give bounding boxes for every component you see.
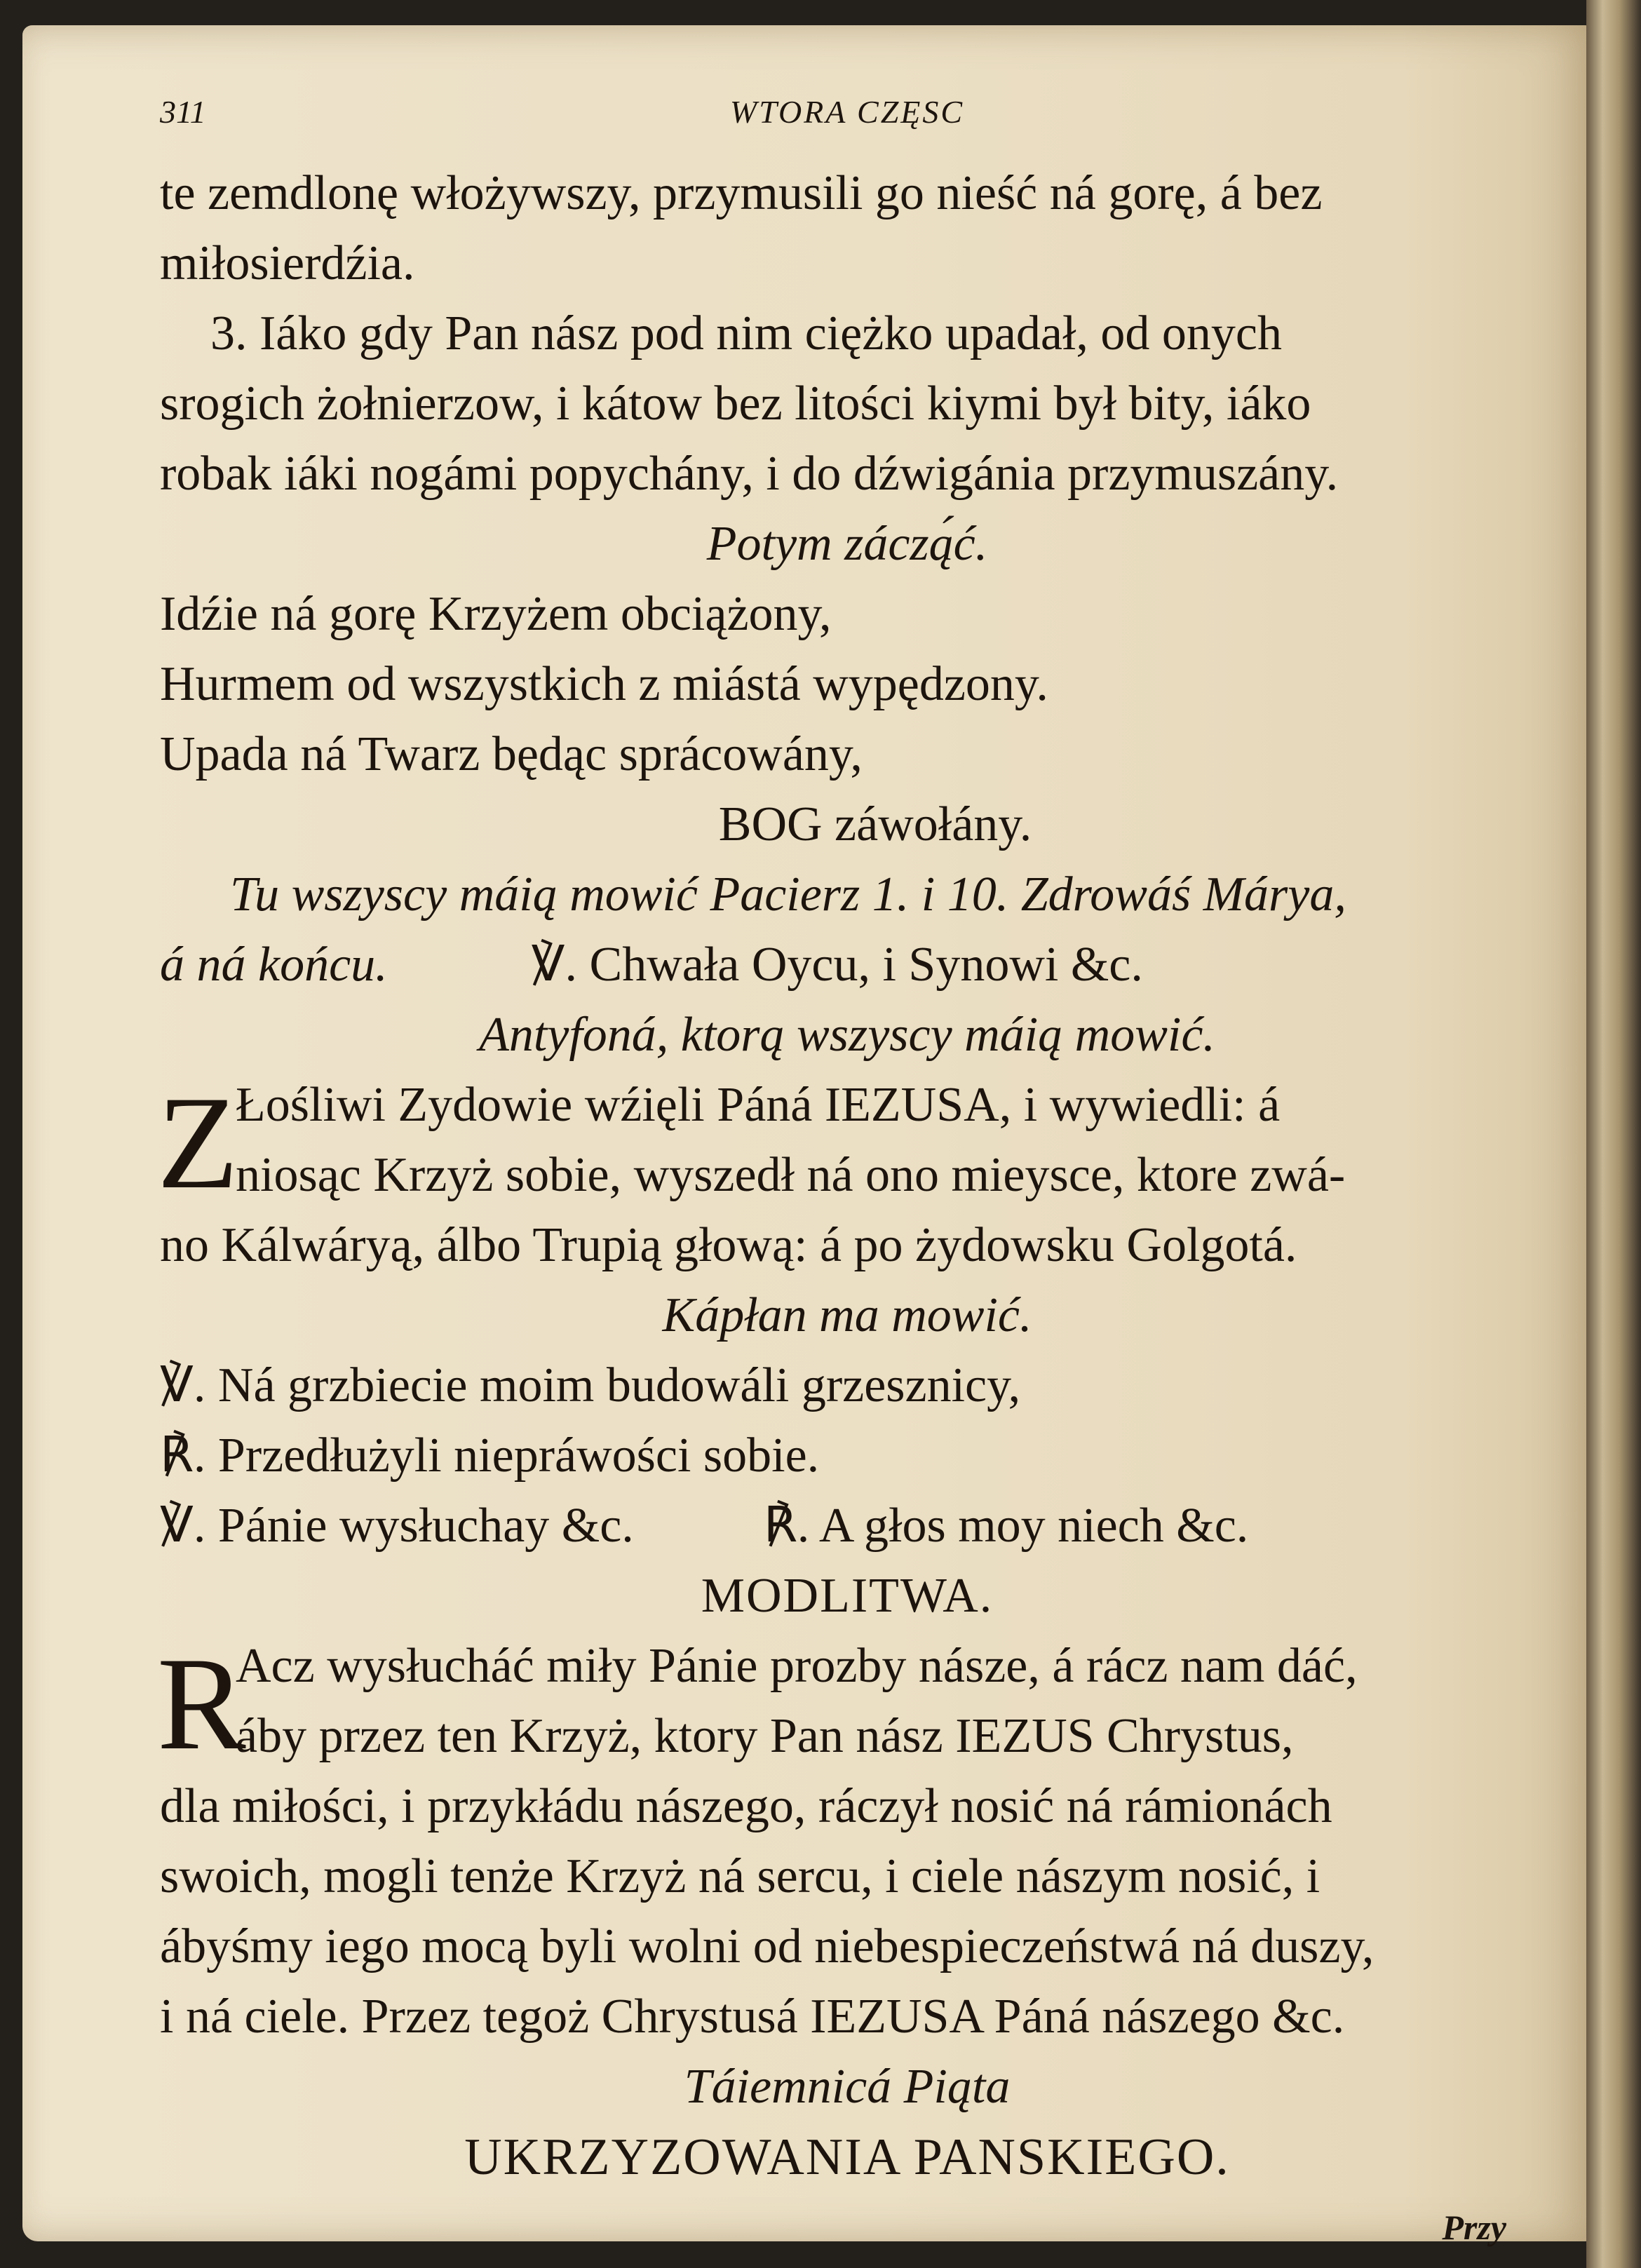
text-line: 3. Iáko gdy Pan nász pod nim ciężko upadał, od onych — [210, 306, 1282, 360]
drop-cap: Z — [157, 1069, 239, 1217]
text-line: srogich żołnierzow, i kátow bez litości kiymi był bity, iáko — [160, 377, 1311, 431]
rubric: Tu wszyscy máią mowić Pacierz 1. i 10. Zdrowáś Márya, — [230, 868, 1346, 922]
text-line: Łośliwi Zydowie wźięli Páná IEZUSA, i wywiedli: á — [236, 1078, 1281, 1132]
rubric: Antyfoná, ktorą wszyscy máią mowić. — [479, 1008, 1215, 1062]
response: ℟. Przedłużyli niepráwości sobie. — [160, 1429, 820, 1483]
text-line: no Kálwáryą, álbo Trupią głową: á po żydowsku Golgotá. — [160, 1218, 1297, 1272]
prayer — [157, 1631, 1534, 2052]
verse-refrain: BOG záwołány. — [718, 797, 1032, 851]
versicle: ℣. Chwała Oycu, i Synowi &c. — [531, 938, 1143, 992]
running-header — [160, 91, 1534, 158]
response: ℟. A głos moy niech &c. — [763, 1499, 1249, 1553]
antiphon — [157, 1069, 1534, 1281]
rubric: Kápłan ma mowić. — [662, 1288, 1032, 1342]
verse-line: Idźie ná gorę Krzyżem obciążony, — [160, 587, 832, 641]
text-line: áby przez ten Krzyż, ktory Pan nász IEZUS Chrystus, — [236, 1709, 1294, 1763]
text-line: te zemdlonę włożywszy, przymusili go nieść ná gorę, á bez — [160, 166, 1323, 220]
rubric: Potym záczą́ć. — [706, 517, 988, 571]
verse-line: Hurmem od wszystkich z miástá wypędzony. — [160, 657, 1048, 711]
page-number: 311 — [160, 94, 206, 130]
rubric: Táiemnicá Piąta — [684, 2060, 1011, 2114]
catchword: Przy — [1442, 2208, 1506, 2247]
running-title: WTORA CZĘSC — [729, 94, 965, 130]
page-text — [157, 91, 1534, 2262]
versicle: ℣. Ná grzbiecie moim budowáli grzesznicy, — [160, 1358, 1021, 1412]
section-heading: MODLITWA. — [701, 1569, 994, 1623]
text-line: Acz wysłucháć miły Pánie prozby násze, á rácz nam dáć, — [236, 1639, 1358, 1693]
text-line: dla miłości, i przykłádu nászego, ráczył nosić ná rámionách — [160, 1779, 1332, 1833]
text-line: miłosierdźia. — [160, 236, 415, 290]
text-line: swoich, mogli tenże Krzyż ná sercu, i ciele nászym nosić, i — [160, 1849, 1321, 1903]
verse-line: Upada ná Twarz będąc sprácowány, — [160, 727, 863, 781]
versicle: ℣. Pánie wysłuchay &c. — [160, 1499, 634, 1553]
text-line — [160, 1491, 1534, 1561]
text-line: ábyśmy iego mocą byli wolni od niebespieczeństwá ná duszy, — [160, 1919, 1375, 1973]
text-line: robak iáki nogámi popychány, i do dźwigánia przymuszány. — [160, 447, 1339, 501]
drop-cap: R — [157, 1631, 246, 1778]
rubric: á ná końcu. — [160, 938, 388, 992]
text-line — [160, 930, 1534, 1000]
book-spine — [1586, 0, 1641, 2268]
text-line: niosąc Krzyż sobie, wyszedł ná ono mieysce, ktore zwá- — [236, 1148, 1346, 1202]
text-line: i ná ciele. Przez tegoż Chrystusá IEZUSA Páná nászego &c. — [160, 1990, 1345, 2044]
chapter-heading: UKRZYZOWANIA PANSKIEGO. — [464, 2128, 1230, 2186]
